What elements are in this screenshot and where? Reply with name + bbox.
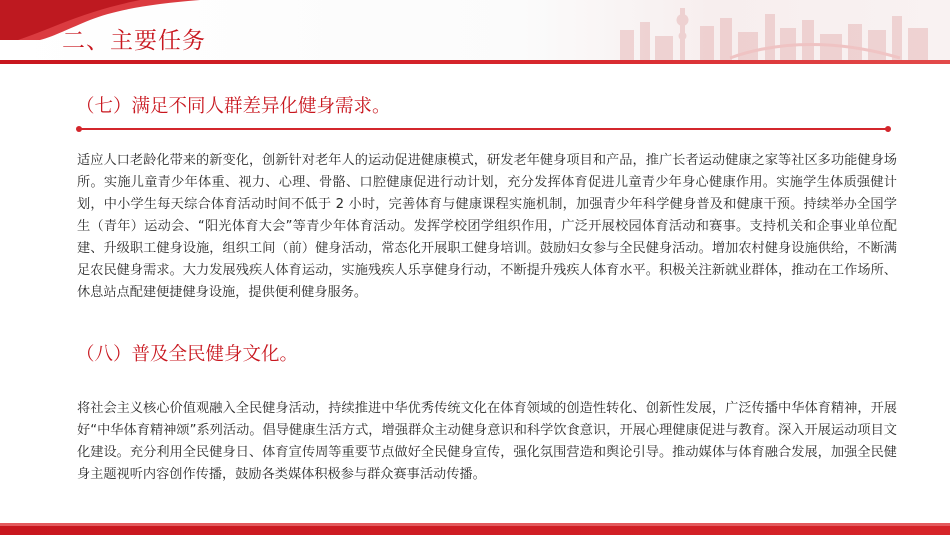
section-body-7: 适应人口老龄化带来的新变化，创新针对老年人的运动促进健康模式，研发老年健身项目和产品，推广长者运动健康之家等社区多功能健身场所。实施儿童青少年体重、视力、心理、骨骼、口腔健康促进行动计划，充分发挥体育促进儿童青少年身心健康作用。实施学生体质强健计划，中小学生每天综合体育活动时间不低于 2 小时，完善体育与健康课程实施机制，加强青少年科学健身普及和健康干预。持续举办全国学生（青年）运动会、“阳光体育大会”等青少年体育活动。发挥学校团学组织作用，广泛开展校园体育活动和赛事。支持机关和企事业单位配建、升级职工健身设施，组织工间（前）健身活动，常态化开展职工健身培训。鼓励妇女参与全民健身活动。增加农村健身设施供给，不断满足农民健身需求。大力发展残疾人体育运动，实施残疾人乐享健身行动，不断提升残疾人体育水平。积极关注新就业群体，推动在工作场所、休息站点配建便捷健身设施，提供便利健身服务。 xyxy=(77,153,897,300)
heading-divider xyxy=(76,126,891,132)
section-body-8: 将社会主义核心价值观融入全民健身活动，持续推进中华优秀传统文化在体育领域的创造性转化、创新性发展，广泛传播中华体育精神，开展好“中华体育精神颂”系列活动。倡导健康生活方式，增强群众主动健身意识和科学饮食意识，开展心理健康促进与教育。深入开展运动项目文化建设。充分利用全民健身日、体育宣传周等重要节点做好全民健身宣传，强化氛围营造和舆论引导。推动媒体与体育融合发展，加强全民健身主题视听内容创作传播，鼓励各类媒体积极参与群众赛事活动传播。 xyxy=(77,401,897,482)
divider-line xyxy=(80,128,887,130)
city-skyline-decoration xyxy=(580,0,950,60)
header-divider xyxy=(0,60,950,64)
divider-dot-right xyxy=(885,126,891,132)
section-heading-text: （八）普及全民健身文化。 xyxy=(76,344,299,365)
section-heading-8 xyxy=(76,342,896,368)
page-title: 二、主要任务 xyxy=(62,28,206,54)
footer-bar xyxy=(0,523,950,535)
section-heading-7 xyxy=(76,94,896,120)
footer-highlight xyxy=(0,523,950,526)
section-heading-text: （七）满足不同人群差异化健身需求。 xyxy=(76,96,391,117)
